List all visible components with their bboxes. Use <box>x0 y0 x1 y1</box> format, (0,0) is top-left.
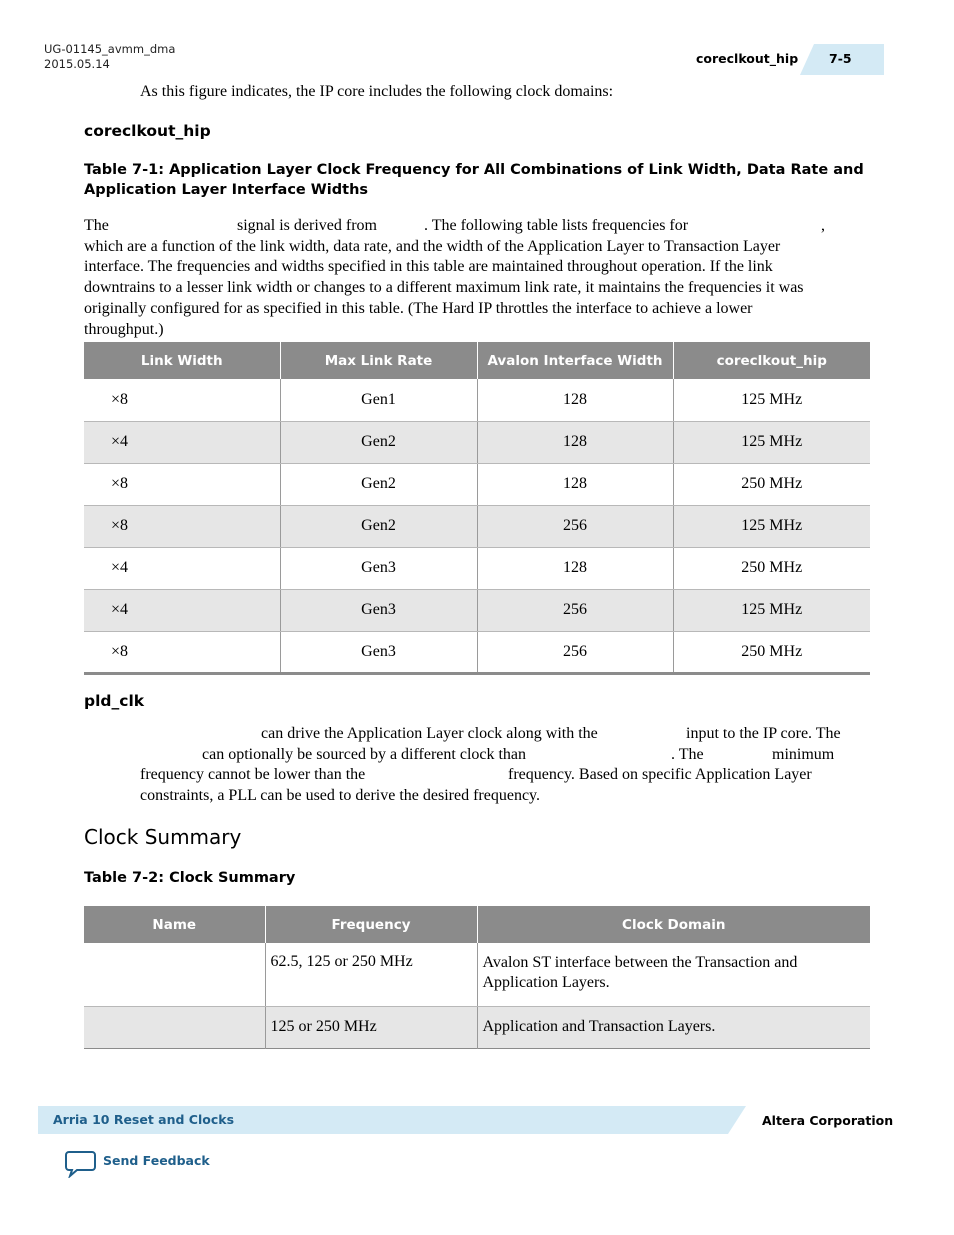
clock-summary-table <box>84 906 870 1049</box>
cell-interface-width: 256 <box>477 505 673 547</box>
section-heading-pld-clk: pld_clk <box>84 692 145 710</box>
col-frequency: Frequency <box>265 906 477 943</box>
pld-l3a: frequency cannot be lower than the <box>140 766 366 784</box>
cell-link-width: ×4 <box>84 589 280 631</box>
cell-frequency: 125 MHz <box>673 589 870 631</box>
table-row <box>84 421 870 463</box>
cell-interface-width: 128 <box>477 547 673 589</box>
pld-l2a: can optionally be sourced by a different clock than <box>202 745 527 763</box>
table-row <box>84 505 870 547</box>
desc-l1b: signal is derived from <box>237 217 377 234</box>
desc-l3: interface. The frequencies and widths specified in this table are maintained throughout operation. If the link <box>84 258 773 276</box>
section-heading-clock-summary: Clock Summary <box>84 825 242 849</box>
cell-link-width: ×8 <box>84 505 280 547</box>
pld-l1b: input to the IP core. The <box>686 725 841 742</box>
intro-text: As this figure indicates, the IP core includes the following clock domains: <box>140 83 614 100</box>
table-row <box>84 943 870 1006</box>
cell-link-width: ×8 <box>84 463 280 505</box>
cell-interface-width: 128 <box>477 463 673 505</box>
desc-l6: throughput.) <box>84 320 164 338</box>
cell-link-rate: Gen1 <box>280 379 477 421</box>
table1-caption <box>84 160 864 200</box>
col-max-link-rate: Max Link Rate <box>280 342 477 379</box>
table1-caption-line1: Table 7-1: Application Layer Clock Frequency for All Combinations of Link Width, Data Rate and <box>84 162 864 178</box>
doc-number: UG-01145_avmm_dma <box>44 42 176 56</box>
table-row <box>84 463 870 505</box>
cell-link-rate: Gen3 <box>280 631 477 673</box>
cell-frequency: 62.5, 125 or 250 MHz <box>265 943 477 1006</box>
table2-caption: Table 7-2: Clock Summary <box>84 870 296 886</box>
desc-l4: downtrains to a lesser link width or changes to a different maximum link rate, it maintains the frequencies it was <box>84 279 804 297</box>
cell-name <box>84 1006 265 1048</box>
col-coreclkout: coreclkout_hip <box>673 342 870 379</box>
desc-l1d: , <box>821 217 825 234</box>
table-row <box>84 631 870 673</box>
footer-chapter-link[interactable]: Arria 10 Reset and Clocks <box>53 1112 235 1127</box>
col-link-width: Link Width <box>84 342 280 379</box>
col-avalon-width: Avalon Interface Width <box>477 342 673 379</box>
desc-l5: originally configured for as specified in this table. (The Hard IP throttles the interface to achieve a lower <box>84 299 753 317</box>
document-id <box>44 42 175 72</box>
col-name: Name <box>84 906 265 943</box>
cell-link-rate: Gen2 <box>280 463 477 505</box>
cell-link-rate: Gen3 <box>280 589 477 631</box>
table-row <box>84 589 870 631</box>
table-row <box>84 547 870 589</box>
clock-frequency-table <box>84 342 870 675</box>
cell-interface-width: 256 <box>477 589 673 631</box>
cell-frequency: 250 MHz <box>673 463 870 505</box>
cell-link-width: ×8 <box>84 379 280 421</box>
cell-frequency: 125 or 250 MHz <box>265 1006 477 1048</box>
cell-frequency: 125 MHz <box>673 421 870 463</box>
header-tab-notch <box>800 44 814 75</box>
cell-link-width: ×4 <box>84 547 280 589</box>
footer-company: Altera Corporation <box>762 1113 894 1128</box>
pld-l1a: can drive the Application Layer clock along with the <box>261 725 598 742</box>
cell-frequency: 250 MHz <box>741 642 803 660</box>
cell-link-rate: Gen2 <box>280 421 477 463</box>
section-heading-coreclkout: coreclkout_hip <box>84 122 211 140</box>
desc-l1a: The <box>84 217 109 234</box>
table-header-row <box>84 906 870 943</box>
cell-interface-width: 256 <box>477 631 673 673</box>
cell-clock-domain: Application and Transaction Layers. <box>477 1006 870 1048</box>
pld-l3b: frequency. Based on specific Application Layer <box>508 766 812 784</box>
send-feedback-link[interactable]: Send Feedback <box>103 1153 210 1168</box>
page-number: 7-5 <box>829 51 852 66</box>
table-row <box>84 1006 870 1048</box>
cell-frequency: 125 MHz <box>673 379 870 421</box>
table1-caption-line2: Application Layer Interface Widths <box>84 182 369 198</box>
desc-l1c: . The following table lists frequencies for <box>424 217 689 234</box>
cell-link-rate: Gen3 <box>280 547 477 589</box>
cell-interface-width: 128 <box>477 379 673 421</box>
doc-date: 2015.05.14 <box>44 57 110 71</box>
cell-link-width: ×4 <box>84 421 280 463</box>
table-row <box>84 379 870 421</box>
cell-link-rate: Gen2 <box>280 505 477 547</box>
cell-frequency: 125 MHz <box>673 505 870 547</box>
cell-frequency: 250 MHz <box>673 547 870 589</box>
pld-l2b: . The <box>671 745 704 763</box>
col-clock-domain: Clock Domain <box>477 906 870 943</box>
feedback-speech-bubble-icon[interactable] <box>65 1150 96 1178</box>
pld-l2c: minimum <box>772 745 835 763</box>
cell-name <box>84 943 265 1006</box>
cell-clock-domain: Avalon ST interface between the Transaction and Application Layers. <box>477 943 870 1006</box>
cell-link-width: ×8 <box>84 631 280 673</box>
cell-interface-width: 128 <box>477 421 673 463</box>
desc-l2: which are a function of the link width, data rate, and the width of the Application Layer to Transaction Layer <box>84 237 781 255</box>
header-section-title: coreclkout_hip <box>696 51 799 66</box>
table-header-row <box>84 342 870 379</box>
pld-l4: constraints, a PLL can be used to derive the desired frequency. <box>140 787 540 805</box>
